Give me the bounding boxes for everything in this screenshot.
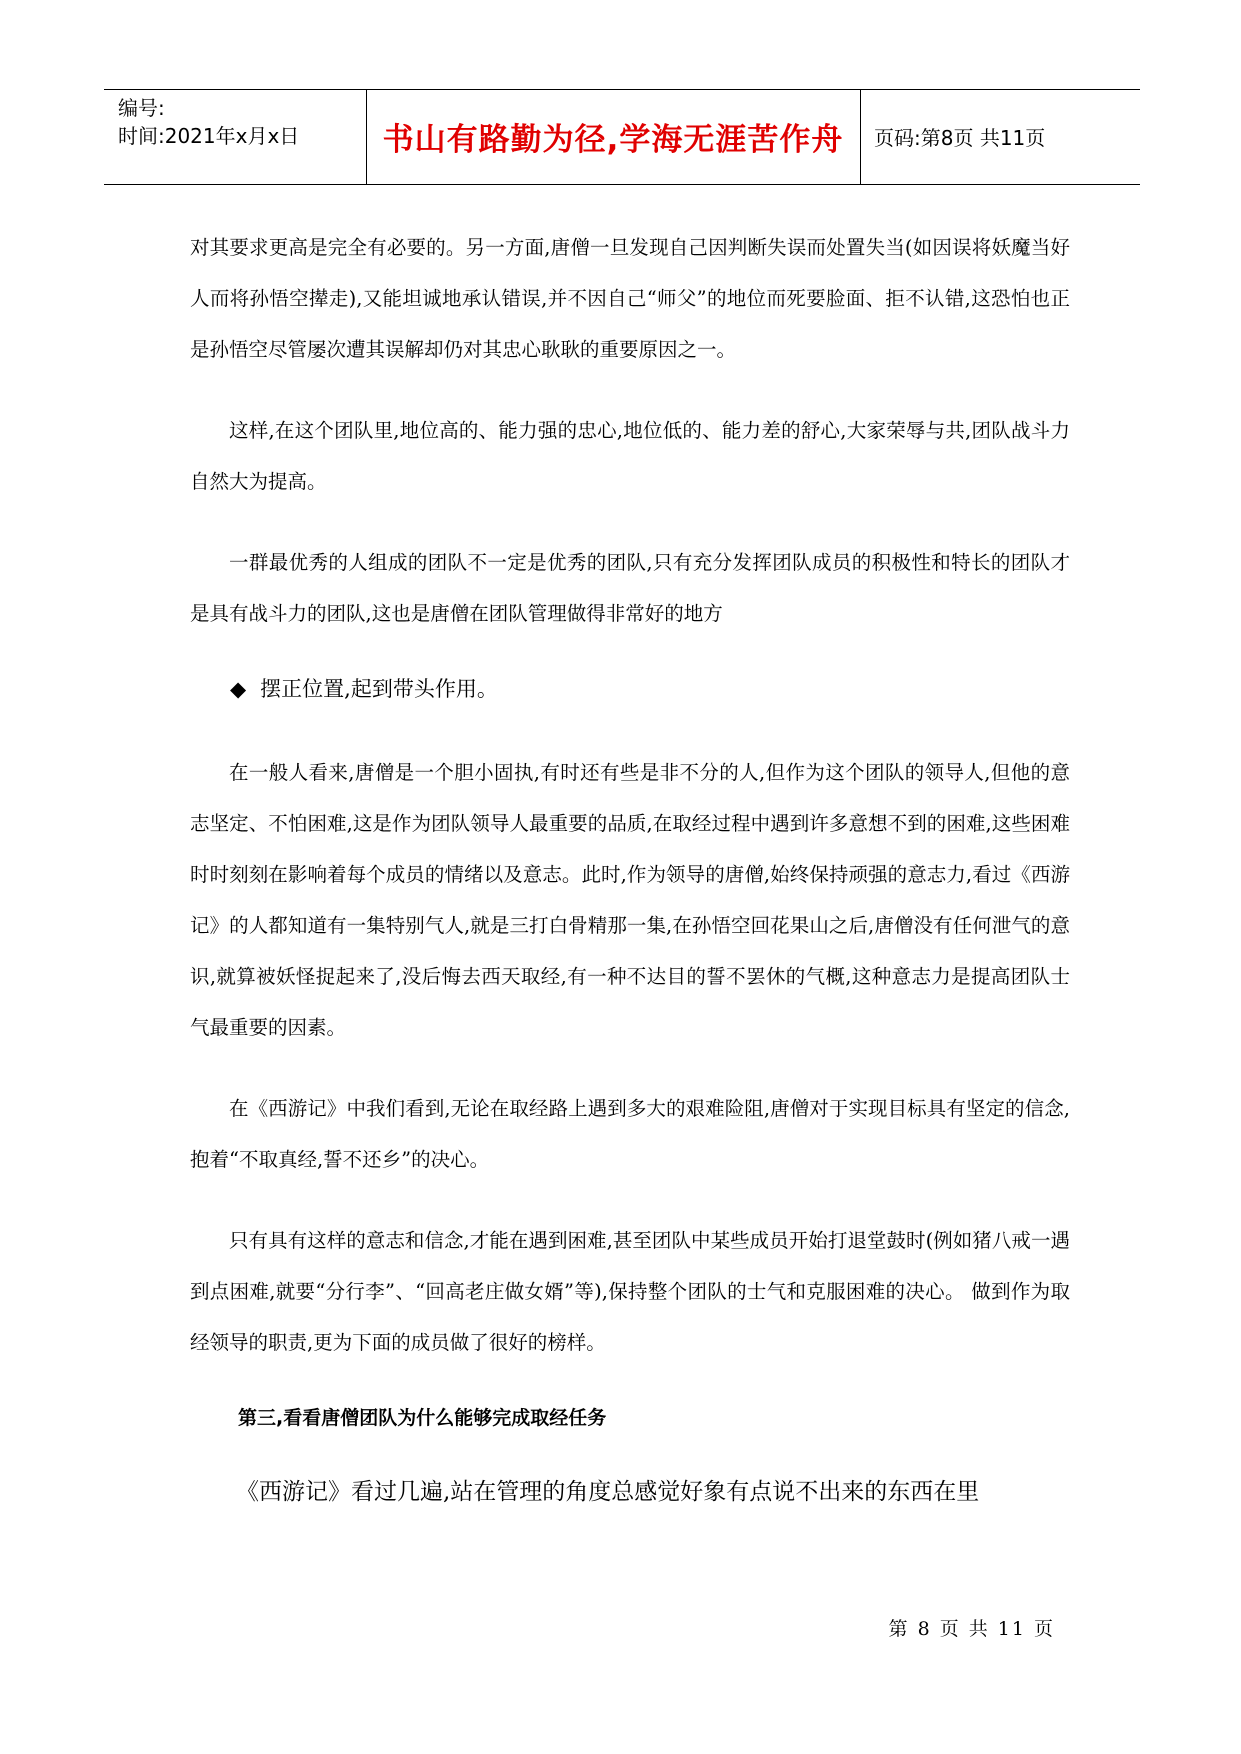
paragraph-1: 对其要求更高是完全有必要的。另一方面,唐僧一旦发现自己因判断失误而处置失当(如因误将妖魔当好人而将孙悟空撵走),又能坦诚地承认错误,并不因自己“师父”的地位而死要脸面、拒不认错,这恐怕也正是孙悟空尽管屡次遭其误解却仍对其忠心耿耿的重要原因之一。 [190, 236, 1070, 361]
section-heading: 第三,看看唐僧团队为什么能够完成取经任务 [238, 1407, 607, 1429]
header-motto: 书山有路勤为径,学海无涯苦作舟 [382, 122, 844, 158]
header-page-info: 页码:第8页 共11页 [874, 126, 1046, 150]
paragraph-4: 在一般人看来,唐僧是一个胆小固执,有时还有些是非不分的人,但作为这个团队的领导人,但他的意志坚定、不怕困难,这是作为团队领导人最重要的品质,在取经过程中遇到许多意想不到的困难,这些困难时时刻刻在影响着每个成员的情绪以及意志。此时,作为领导的唐僧,始终保持顽强的意志力,看过《西游记》的人都知道有一集特别气人,就是三打白骨精那一集,在孙悟空回花果山之后,唐僧没有任何泄气的意识,就算被妖怪捉起来了,没后悔去西天取经,有一种不达目的誓不罢休的气概,这种意志力是提高团队士气最重要的因素。 [190, 761, 1070, 1039]
paragraph-2: 这样,在这个团队里,地位高的、能力强的忠心,地位低的、能力差的舒心,大家荣辱与共,团队战斗力自然大为提高。 [190, 419, 1070, 493]
document-body [190, 222, 1070, 1544]
paragraph-5: 在《西游记》中我们看到,无论在取经路上遇到多大的艰难险阻,唐僧对于实现目标具有坚定的信念,抱着“不取真经,誓不还乡”的决心。 [190, 1097, 1070, 1171]
paragraph-6: 只有具有这样的意志和信念,才能在遇到困难,甚至团队中某些成员开始打退堂鼓时(例如猪八戒一遇到点困难,就要“分行李”、“回高老庄做女婿”等),保持整个团队的士气和克服困难的决心。 做到作为取经领导的职责,更为下面的成员做了很好的榜样。 [190, 1229, 1070, 1354]
document-time-label: 时间:2021年x月x日 [118, 124, 300, 148]
page-footer: 第 8 页 共 11 页 [888, 1618, 1055, 1640]
diamond-bullet-icon: ◆ [230, 677, 247, 701]
paragraph-3: 一群最优秀的人组成的团队不一定是优秀的团队,只有充分发挥团队成员的积极性和特长的团队才是具有战斗力的团队,这也是唐僧在团队管理做得非常好的地方 [190, 551, 1070, 625]
bullet-text: 摆正位置,起到带头作用。 [260, 677, 498, 701]
bullet-item [230, 669, 1070, 709]
document-number-label: 编号: [118, 96, 165, 120]
header-divider-right [860, 90, 861, 184]
paragraph-7: 《西游记》看过几遍,站在管理的角度总感觉好象有点说不出来的东西在里 [236, 1479, 980, 1505]
page-header [104, 89, 1140, 185]
